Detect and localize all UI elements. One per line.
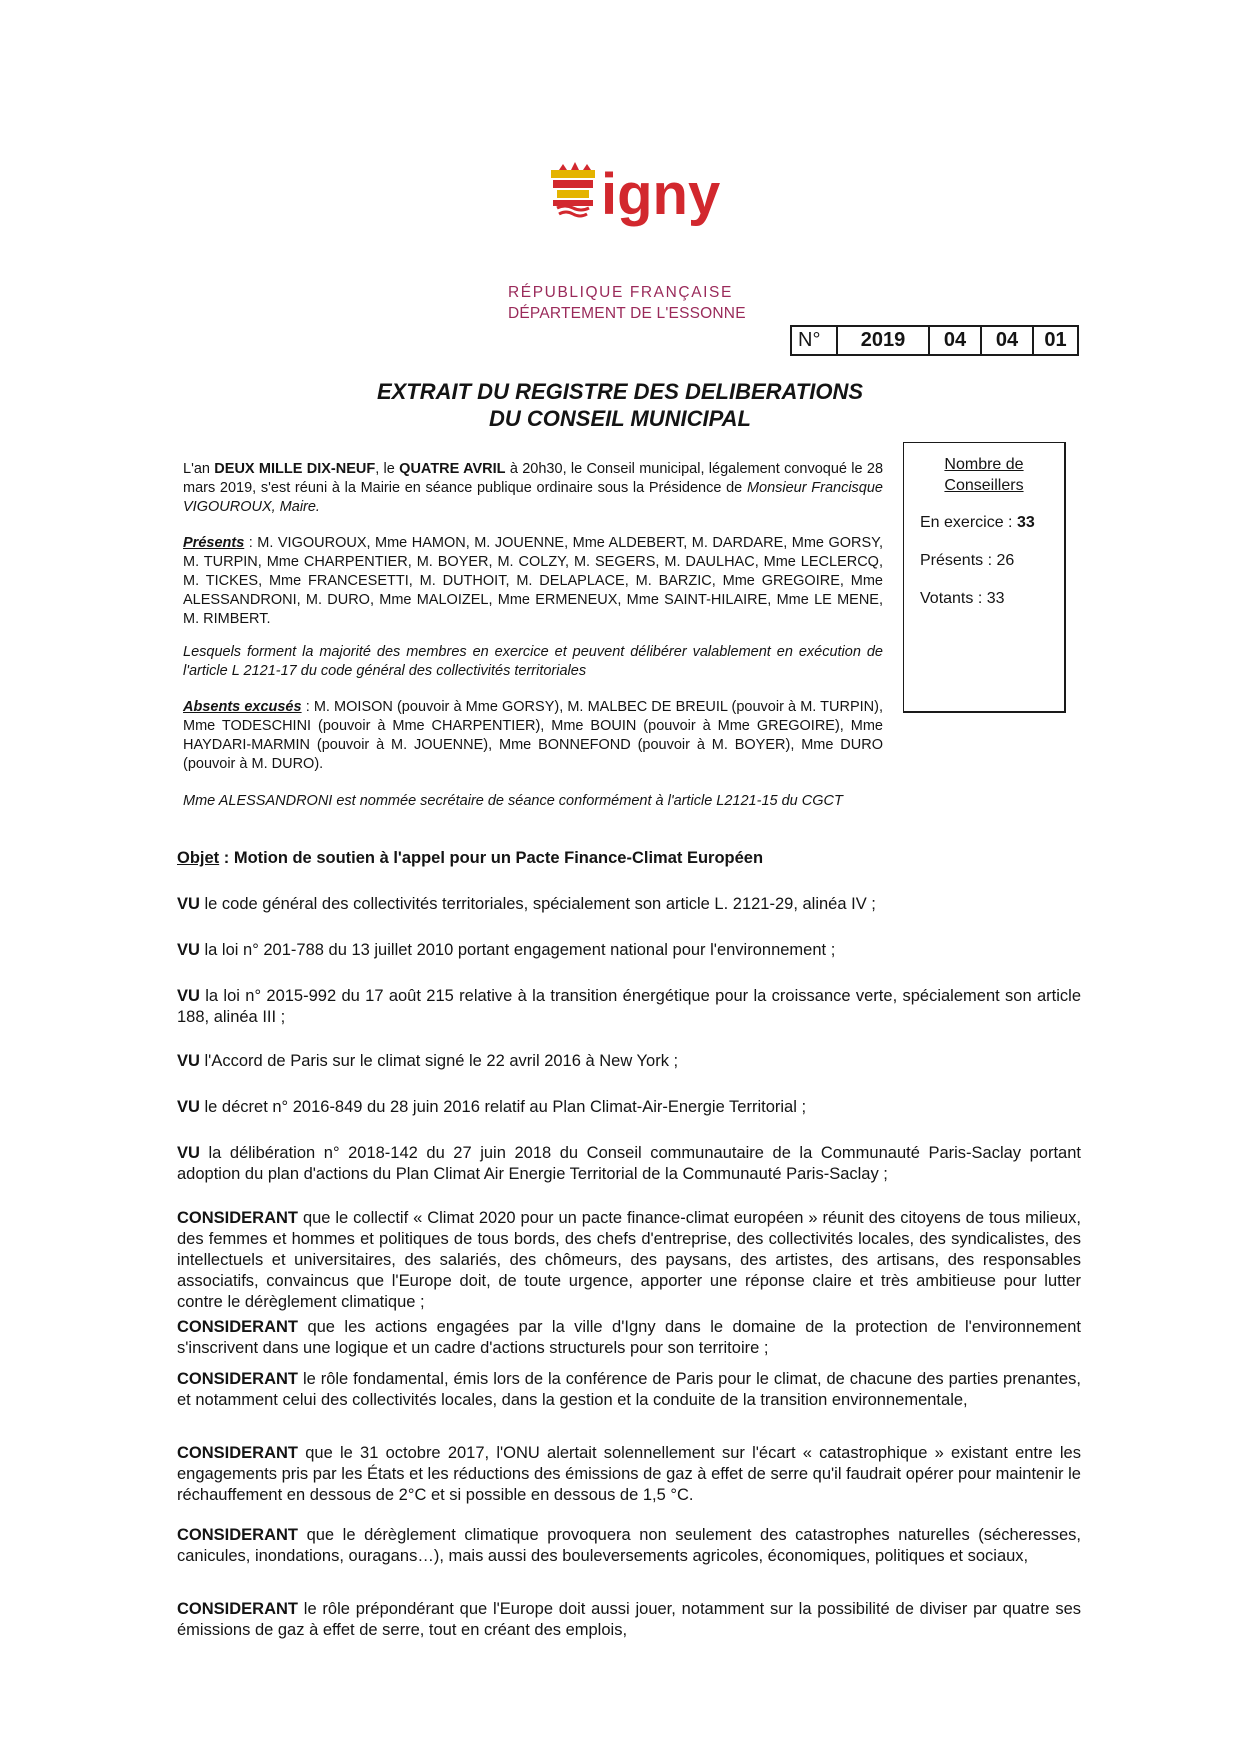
counsellors-votants: Votants : 33 (920, 590, 1005, 607)
title-line-1: EXTRAIT DU REGISTRE DES DELIBERATIONS (376, 379, 864, 404)
deliberation-number-box (790, 325, 1079, 356)
secretary-text: Mme ALESSANDRONI est nommée secrétaire de séance conformément à l'article L2121-15 du CGCT (183, 793, 843, 809)
paragraph-text: la loi n° 201-788 du 13 juillet 2010 portant engagement national pour l'environnement ; (199, 941, 836, 959)
body-paragraph (177, 1443, 1081, 1506)
objet-line (177, 848, 1081, 869)
paragraph-text: le rôle fondamental, émis lors de la conférence de Paris pour le climat, de chacune des parties prenantes, et notamment celui des collectivités locales, dans la gestion et la conduite de la transition environnementale, (177, 1370, 1081, 1409)
presents-list: : M. VIGOUROUX, Mme HAMON, M. JOUENNE, Mme ALDEBERT, M. DARDARE, Mme GORSY, M. TURPIN, Mme CHARPENTIER, M. BOYER, M. COLZY, M. SEGERS, M. DAULHAC, Mme LECLERCQ, M. TICKES, Mme FRANCESETTI, M. DUTHOIT, M. DELAPLACE, M. BARZIC, Mme GREGOIRE, Mme ALESSANDRONI, M. DURO, Mme MALOIZEL, Mme ERMENEUX, Mme SAINT-HILAIRE, Mme LE MENE, M. RIMBERT. (183, 535, 883, 627)
igny-logo (545, 158, 725, 242)
document-title (300, 378, 940, 432)
paragraph-text: le code général des collectivités territoriales, spécialement son article L. 2121-29, alinéa IV ; (199, 895, 876, 913)
republic-line: RÉPUBLIQUE FRANÇAISE (508, 284, 733, 301)
counsellors-box (903, 442, 1066, 713)
paragraph-lead: CONSIDERANT (177, 1526, 299, 1544)
paragraph-lead: CONSIDERANT (177, 1318, 299, 1336)
paragraph-lead: CONSIDERANT (177, 1444, 299, 1462)
session-text-c: à 20h30, le Conseil municipal, légalement convoqué le 28 mars 2019, s'est réuni à la Mairie en séance publique ordinaire sous la Présidence de (183, 461, 884, 496)
paragraph-lead: CONSIDERANT (177, 1209, 299, 1227)
paragraph-text: que les actions engagées par la ville d'Igny dans le domaine de la protection de l'environnement s'inscrivent dans une logique et un cadre d'actions structurels pour son territoire ; (177, 1318, 1081, 1357)
paragraph-lead: VU (177, 941, 200, 959)
number-month: 04 (928, 327, 980, 354)
majority-text: Lesquels forment la majorité des membres en exercice et peuvent délibérer valablement en exécution de l'article L 2121-17 du code général des collectivités territoriales (183, 644, 883, 679)
body-paragraph (177, 940, 1081, 961)
body-paragraph (177, 986, 1081, 1028)
body-paragraph (177, 1097, 1081, 1118)
secretary-paragraph (183, 792, 883, 811)
body-paragraph (177, 1143, 1081, 1185)
body-paragraph (177, 1317, 1081, 1359)
exercice-value: 33 (1016, 514, 1035, 531)
absents-list: : M. MOISON (pouvoir à Mme GORSY), M. MALBEC DE BREUIL (pouvoir à M. TURPIN), Mme TODESCHINI (pouvoir à Mme CHARPENTIER), Mme BOUIN (pouvoir à Mme GREGOIRE), Mme HAYDARI-MARMIN (pouvoir à M. JOUENNE), Mme BONNEFOND (pouvoir à M. BOYER), Mme DURO (pouvoir à M. DURO). (183, 699, 883, 772)
body-paragraph (177, 1051, 1081, 1072)
paragraph-text: l'Accord de Paris sur le climat signé le 22 avril 2016 à New York ; (199, 1052, 679, 1070)
objet-label: Objet (177, 849, 220, 867)
counsellors-title: Nombre de Conseillers (944, 456, 1024, 494)
logo-text: igny (601, 162, 721, 227)
body-paragraph (177, 1208, 1081, 1313)
counsellors-exercice (904, 514, 1064, 532)
number-label: N° (798, 329, 821, 351)
session-text-b: , le (375, 461, 400, 477)
number-index: 01 (1032, 327, 1077, 354)
paragraph-text: que le dérèglement climatique provoquera non seulement des catastrophes naturelles (sécheresses, canicules, inondations, ouragans…), mais aussi des bouleversements agricoles, économiques, politiques et sociaux, (177, 1526, 1081, 1565)
body-paragraph (177, 1525, 1081, 1567)
title-line-2: DU CONSEIL MUNICIPAL (489, 406, 751, 431)
majority-paragraph (183, 643, 883, 681)
counsellors-presents: Présents : 26 (920, 552, 1015, 569)
department-line: DÉPARTEMENT DE L'ESSONNE (508, 305, 746, 322)
session-year: DEUX MILLE DIX-NEUF (214, 461, 376, 477)
body-paragraph (177, 894, 1081, 915)
paragraph-lead: VU (177, 1144, 200, 1162)
objet-text: : Motion de soutien à l'appel pour un Pacte Finance-Climat Européen (219, 849, 764, 867)
absents-paragraph (183, 698, 883, 774)
paragraph-text: le décret n° 2016-849 du 28 juin 2016 relatif au Plan Climat-Air-Energie Territorial ; (199, 1098, 807, 1116)
body-paragraph (177, 1369, 1081, 1411)
paragraph-lead: CONSIDERANT (177, 1370, 299, 1388)
paragraph-lead: VU (177, 987, 200, 1005)
paragraph-lead: VU (177, 1052, 200, 1070)
absents-label: Absents excusés (183, 699, 302, 715)
body-paragraph (177, 1599, 1081, 1641)
number-day: 04 (980, 327, 1032, 354)
presents-paragraph (183, 534, 883, 629)
coat-of-arms-icon (545, 158, 725, 242)
paragraph-text: la délibération n° 2018-142 du 27 juin 2018 du Conseil communautaire de la Communauté Paris-Saclay portant adoption du plan d'actions du Plan Climat Air Energie Territorial de la Communauté Paris-Saclay ; (177, 1144, 1081, 1183)
number-year: 2019 (836, 327, 928, 354)
paragraph-text: le rôle prépondérant que l'Europe doit aussi jouer, notamment sur la possibilité de diviser par quatre ses émissions de gaz à effet de serre, tout en créant des emplois, (177, 1600, 1081, 1639)
session-date: QUATRE AVRIL (399, 461, 506, 477)
paragraph-text: la loi n° 2015-992 du 17 août 215 relative à la transition énergétique pour la croissance verte, spécialement son article 188, alinéa III ; (177, 987, 1081, 1026)
republic-heading (508, 282, 746, 324)
session-president: Monsieur Francisque VIGOUROUX, Maire. (183, 480, 883, 515)
paragraph-text: que le 31 octobre 2017, l'ONU alertait solennellement sur l'écart « catastrophique » existant entre les engagements pris par les États et les réductions des émissions de gaz à effet de serre qu'il faudrait opérer pour maintenir le réchauffement en dessous de 2°C et si possible en dessous de 1,5 °C. (177, 1444, 1081, 1504)
paragraph-lead: CONSIDERANT (177, 1600, 299, 1618)
paragraph-text: que le collectif « Climat 2020 pour un pacte finance-climat européen » réunit des citoyens de tous milieux, des femmes et hommes et politiques de tous bords, des chefs d'entreprise, des collectivités locales, des syndicalistes, des intellectuels et universitaires, des salariés, des chômeurs, des paysans, des artistes, des artisans, des responsables associatifs, convaincus que l'Europe doit, de toute urgence, apporter une réponse claire et très ambitieuse pour lutter contre le dérèglement climatique ; (177, 1209, 1081, 1311)
session-text-a: L'an (183, 461, 215, 477)
paragraph-lead: VU (177, 1098, 200, 1116)
presents-label: Présents (183, 535, 245, 551)
exercice-label: En exercice : (920, 514, 1017, 531)
session-paragraph (183, 460, 883, 517)
paragraph-lead: VU (177, 895, 200, 913)
